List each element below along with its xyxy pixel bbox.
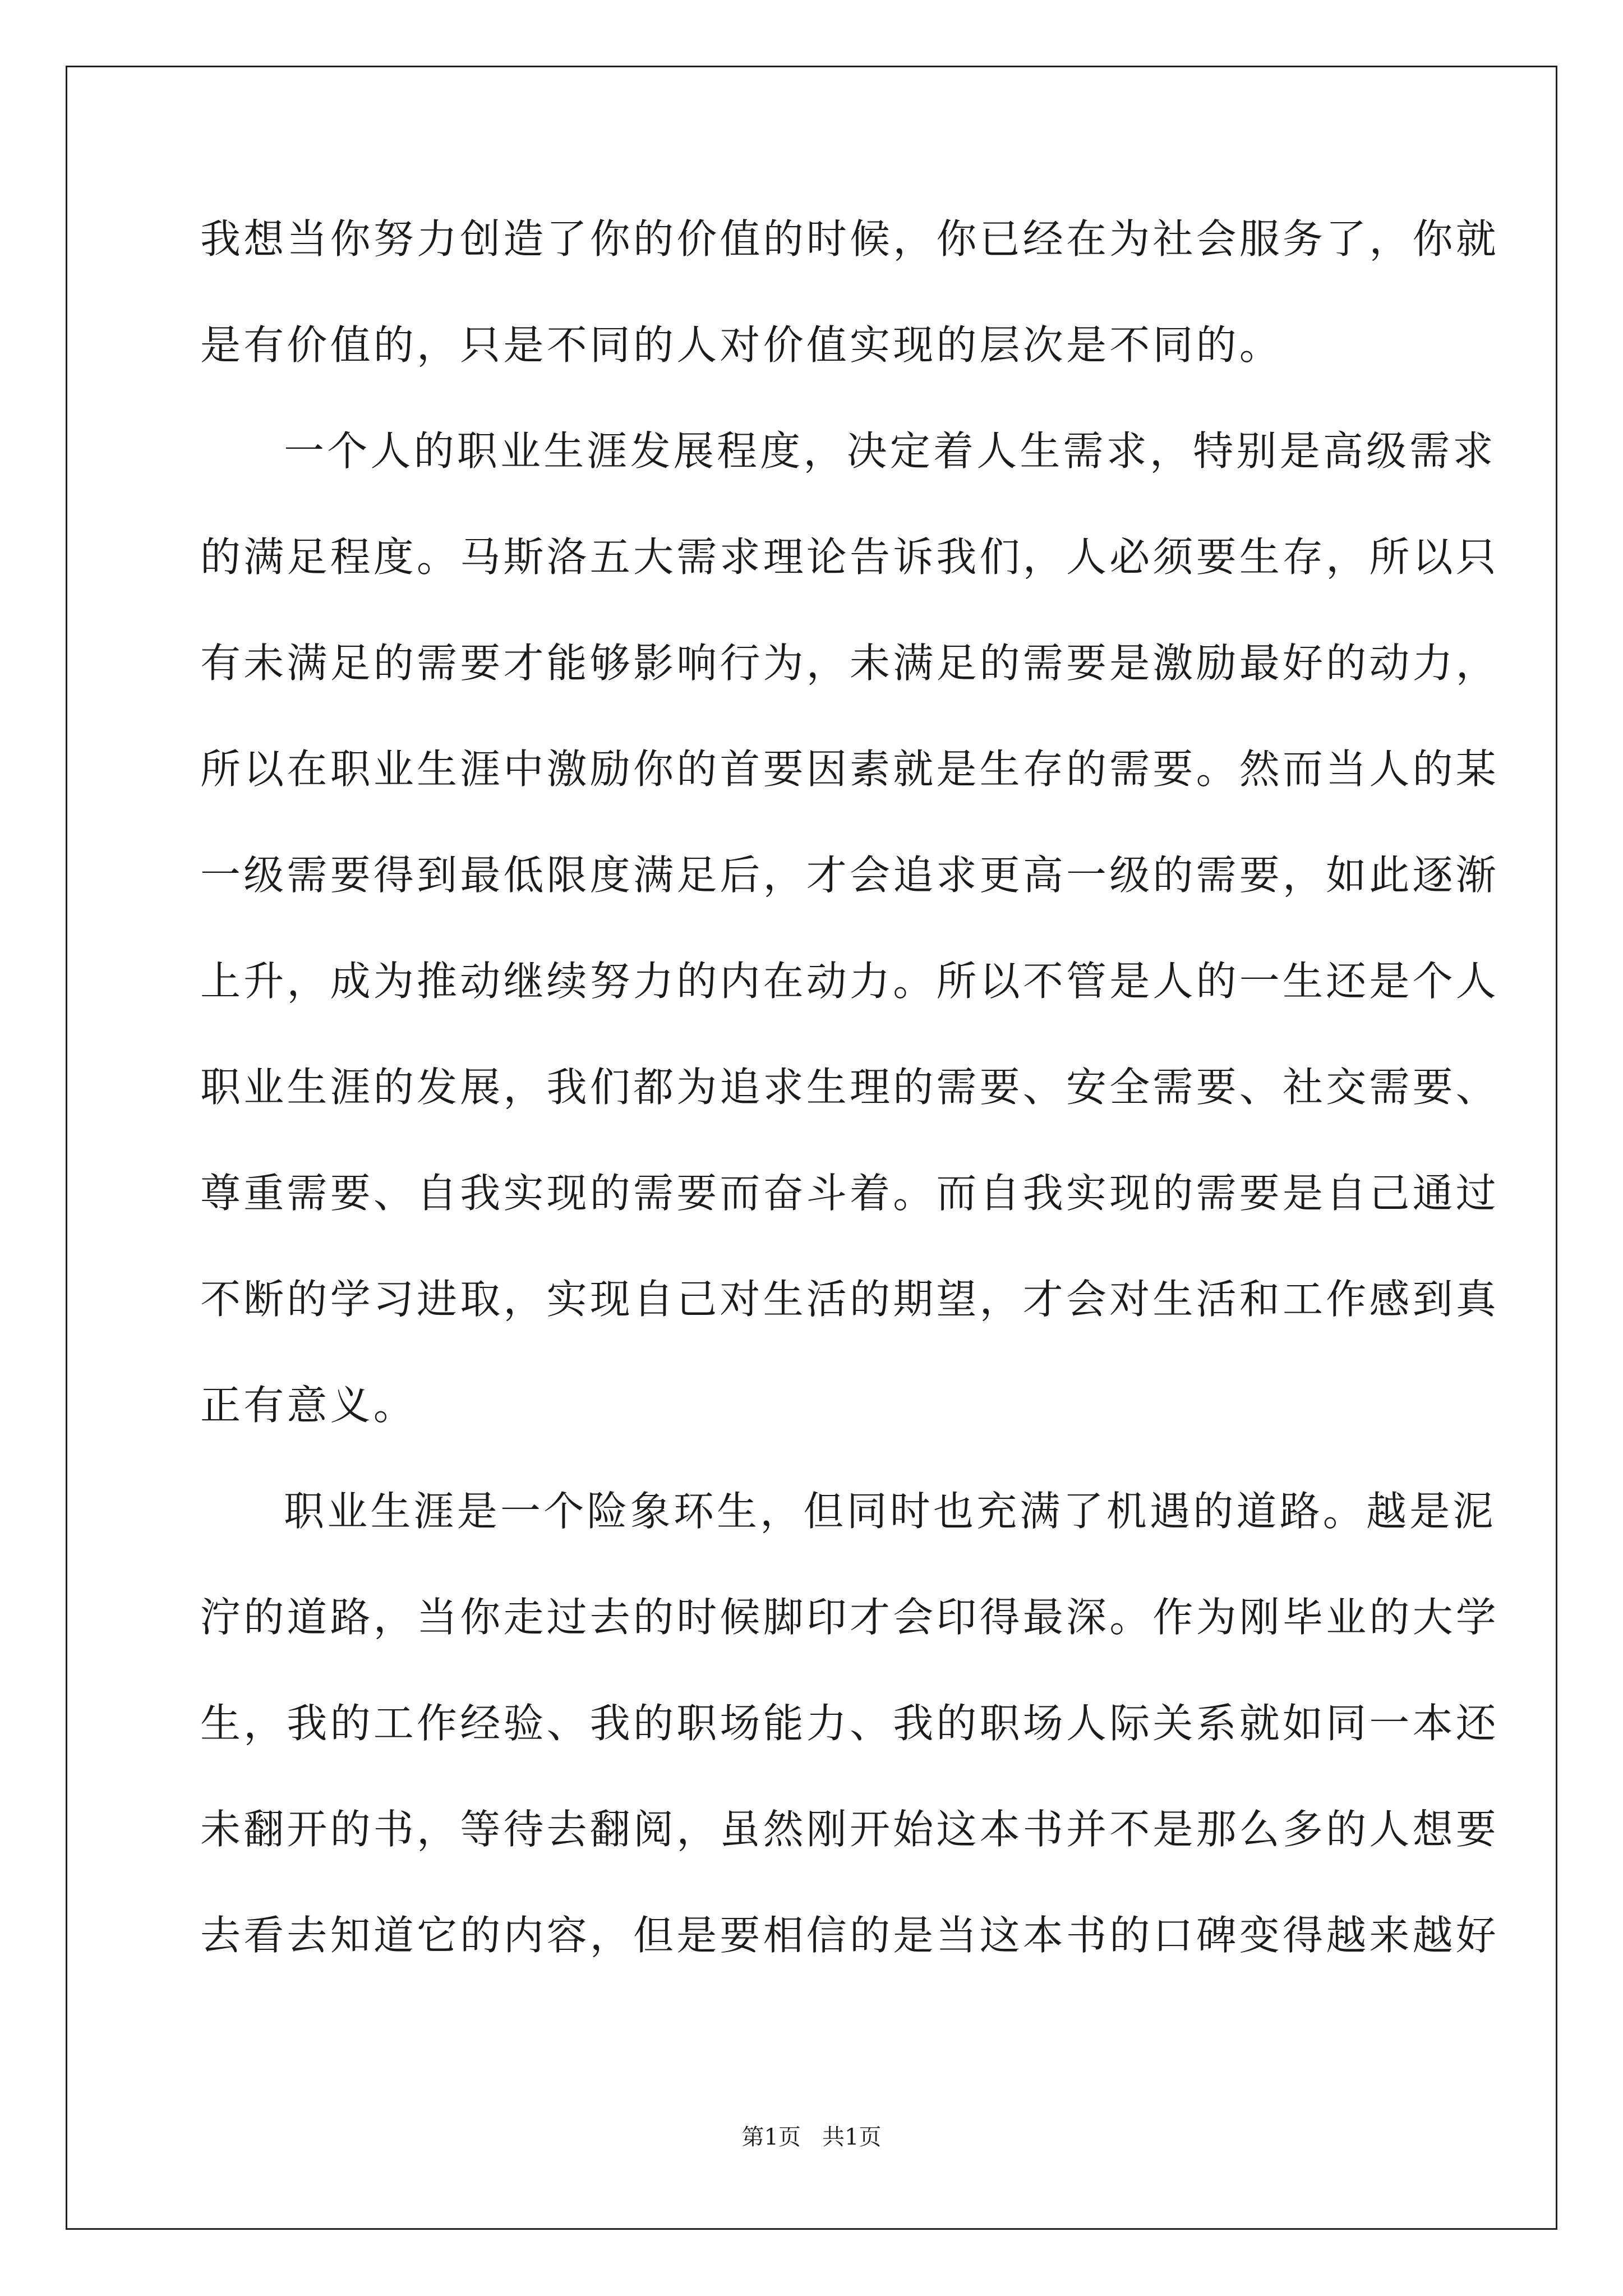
text-line: 未翻开的书，等待去翻阅，虽然刚开始这本书并不是那么多的人想要 bbox=[200, 1806, 1500, 1853]
text-line: 所以在职业生涯中激励你的首要因素就是生存的需要。然而当人的某 bbox=[200, 746, 1500, 793]
text-line: 泞的道路，当你走过去的时候脚印才会印得最深。作为刚毕业的大学 bbox=[200, 1594, 1500, 1641]
text-line: 一级需要得到最低限度满足后，才会追求更高一级的需要，如此逐渐 bbox=[200, 852, 1500, 899]
text-line: 正有意义。 bbox=[200, 1382, 417, 1429]
text-line: 生，我的工作经验、我的职场能力、我的职场人际关系就如同一本还 bbox=[200, 1700, 1500, 1747]
text-line: 不断的学习进取，实现自己对生活的期望，才会对生活和工作感到真 bbox=[200, 1276, 1500, 1323]
text-line: 职业生涯的发展，我们都为追求生理的需要、安全需要、社交需要、 bbox=[200, 1064, 1500, 1111]
text-line: 是有价值的，只是不同的人对价值实现的层次是不同的。 bbox=[200, 321, 1283, 369]
document-body bbox=[200, 215, 1500, 2021]
text-line: 尊重需要、自我实现的需要而奋斗着。而自我实现的需要是自己通过 bbox=[200, 1170, 1500, 1217]
paragraph-first-line: 一个人的职业生涯发展程度，决定着人生需求，特别是高级需求 bbox=[284, 427, 1496, 475]
text-line: 去看去知道它的内容，但是要相信的是当这本书的口碑变得越来越好 bbox=[200, 1912, 1500, 1959]
page-number-footer: 第1页 共1页 bbox=[741, 2124, 882, 2150]
text-line: 有未满足的需要才能够影响行为，未满足的需要是激励最好的动力， bbox=[200, 639, 1500, 687]
paragraph-first-line: 职业生涯是一个险象环生，但同时也充满了机遇的道路。越是泥 bbox=[284, 1488, 1496, 1535]
text-line: 我想当你努力创造了你的价值的时候，你已经在为社会服务了，你就 bbox=[200, 215, 1500, 263]
text-line: 上升，成为推动继续努力的内在动力。所以不管是人的一生还是个人 bbox=[200, 958, 1500, 1005]
text-line: 的满足程度。马斯洛五大需求理论告诉我们，人必须要生存，所以只 bbox=[200, 533, 1500, 581]
